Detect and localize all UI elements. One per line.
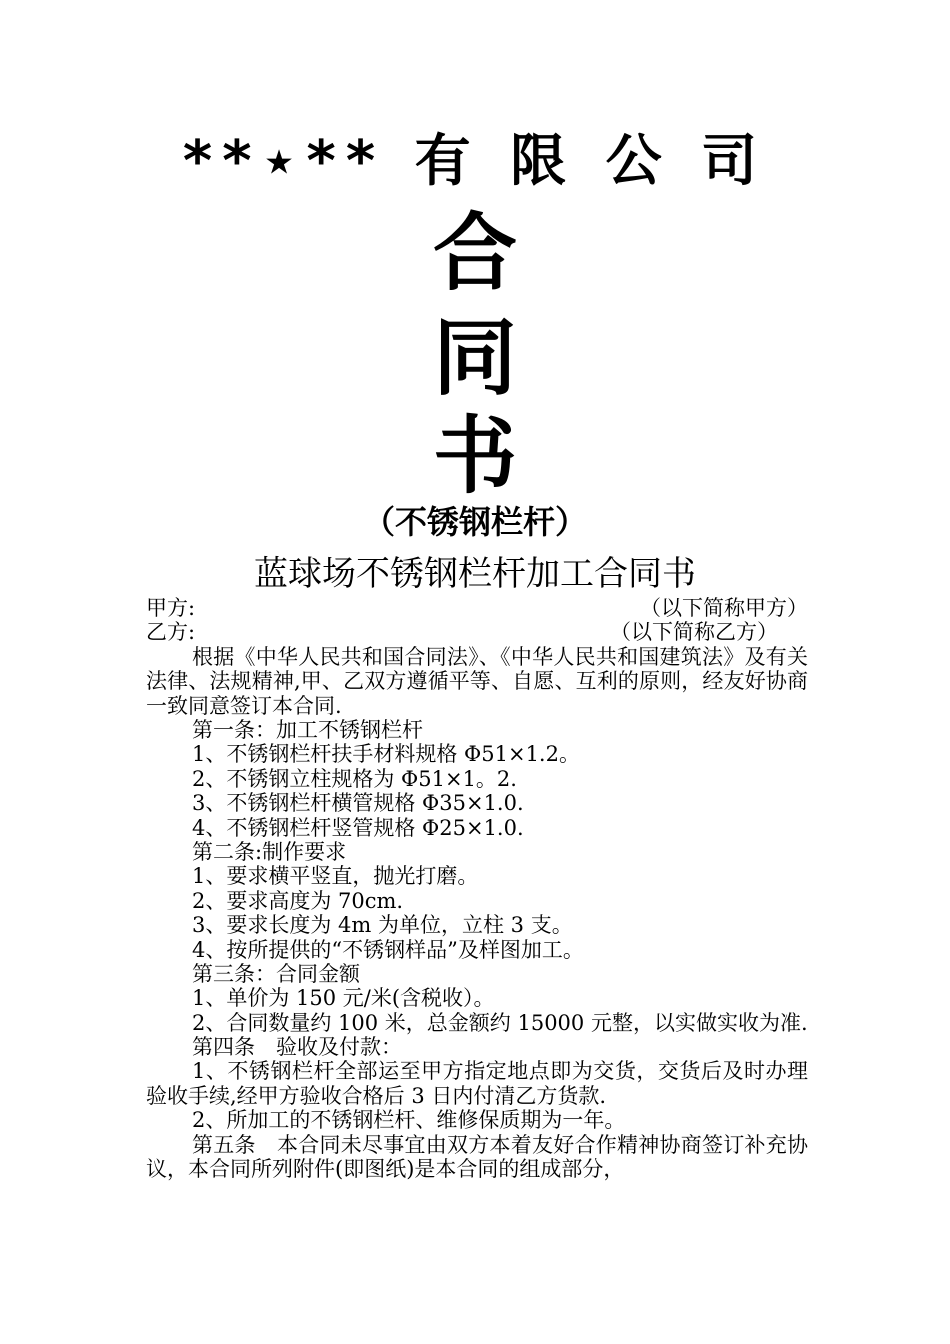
party-a-line bbox=[146, 596, 808, 620]
title-char-tong: 同 bbox=[432, 309, 517, 407]
article3-item: 2、合同数量约 100 米，总金额约 15000 元整，以实做实收为准. bbox=[192, 1010, 808, 1035]
article3-item: 1、单价为 150 元/米(含税收）。 bbox=[192, 986, 495, 1011]
article1-item: 4、不锈钢栏杆竖管规格 Φ25×1.0. bbox=[192, 815, 524, 840]
article1-item: 1、不锈钢栏杆扶手材料规格 Φ51×1.2。 bbox=[192, 742, 580, 767]
contract-title: 蓝球场不锈钢栏杆加工合同书 bbox=[254, 554, 696, 594]
article1-heading: 第一条：加工不锈钢栏杆 bbox=[192, 718, 423, 742]
article4-item: 1、不锈钢栏杆全部运至甲方指定地点即为交货，交货后及时办理验收手续,经甲方验收合格后 3 日内付清乙方货款. bbox=[146, 1059, 808, 1108]
article4-item: 2、所加工的不锈钢栏杆、维修保质期为一年。 bbox=[192, 1108, 626, 1133]
article1-item: 2、不锈钢立柱规格为 Φ51×1。2. bbox=[192, 766, 517, 791]
article2-item: 4、按所提供的“不锈钢样品”及样图加工。 bbox=[192, 937, 584, 962]
article2-item: 1、要求横平竖直，抛光打磨。 bbox=[192, 864, 479, 889]
party-a-note: （以下简称甲方） bbox=[640, 596, 808, 620]
title-char-shu: 书 bbox=[432, 407, 517, 505]
title-char-he: 合 bbox=[432, 204, 517, 302]
document-subtitle: （不锈钢栏杆） bbox=[362, 503, 587, 541]
article2-heading: 第二条:制作要求 bbox=[192, 839, 347, 864]
article2-item: 3、要求长度为 4m 为单位，立柱 3 支。 bbox=[192, 913, 573, 938]
party-b-line bbox=[146, 620, 808, 644]
party-a-label: 甲方: bbox=[146, 596, 196, 620]
article1-item: 3、不锈钢栏杆横管规格 Φ35×1.0. bbox=[192, 791, 524, 816]
preamble-paragraph: 根据《中华人民共和国合同法》、《中华人民共和国建筑法》及有关法律、法规精神,甲、乙双方遵循平等、自愿、互利的原则，经友好协商一致同意签订本合同. bbox=[146, 644, 808, 718]
contract-body bbox=[146, 596, 808, 1182]
party-b-label: 乙方: bbox=[146, 620, 196, 645]
article4-heading: 第四条 验收及付款： bbox=[192, 1035, 402, 1060]
company-name: **⋆** 有 限 公 司 bbox=[182, 129, 768, 194]
article2-item: 2、要求高度为 70cm. bbox=[192, 888, 404, 913]
article5-paragraph: 第五条 本合同未尽事宜由双方本着友好合作精神协商签订补充协议，本合同所列附件(即图纸)是本合同的组成部分， bbox=[146, 1132, 808, 1182]
party-b-note: （以下简称乙方） bbox=[610, 620, 778, 645]
article3-heading: 第三条：合同金额 bbox=[192, 961, 360, 986]
